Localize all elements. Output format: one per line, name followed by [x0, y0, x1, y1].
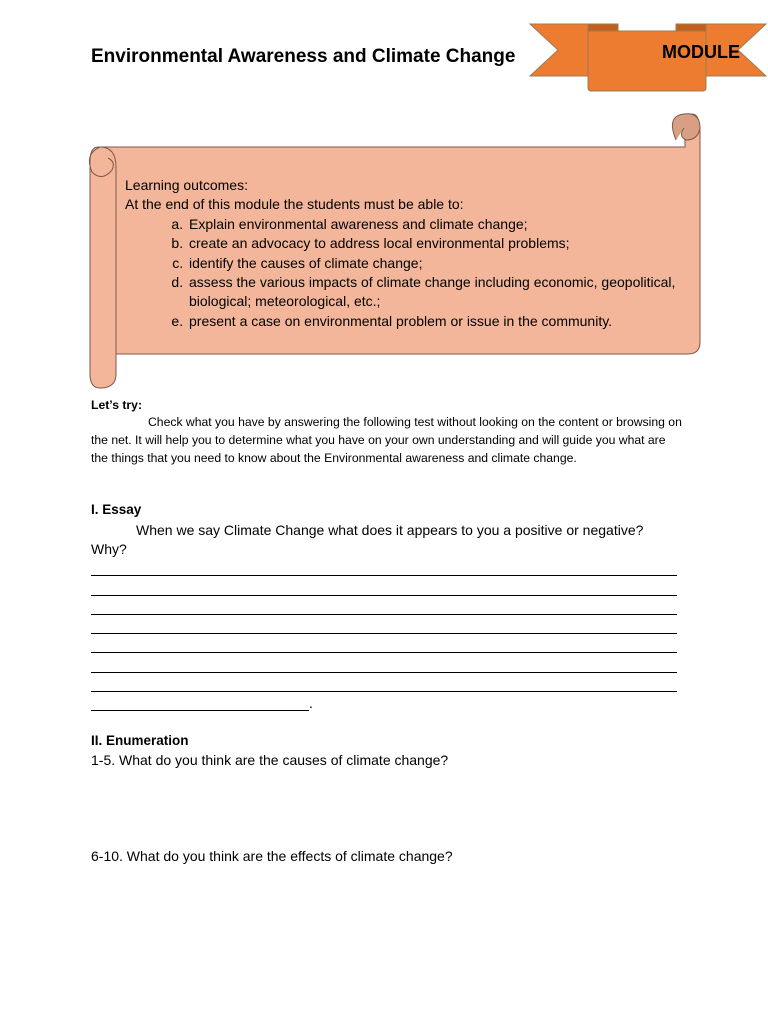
enumeration-heading: II. Enumeration — [91, 733, 189, 748]
answer-line[interactable] — [91, 710, 309, 711]
answer-end-mark: . — [309, 695, 313, 711]
module-label: MODULE — [662, 42, 740, 62]
outcomes-heading: Learning outcomes: — [125, 177, 248, 193]
enumeration-question: 6-10. What do you think are the effects of climate change? — [91, 848, 453, 864]
scroll-right-curl — [672, 114, 700, 140]
outcomes-list — [125, 215, 685, 331]
answer-line[interactable] — [91, 614, 677, 615]
essay-question: When we say Climate Change what does it appears to you a positive or negative? Why? — [91, 522, 644, 557]
outcomes-intro: At the end of this module the students must be able to: — [125, 196, 464, 213]
scroll-left-roll — [90, 147, 116, 388]
outcome-item: c. identify the causes of climate change; — [187, 254, 685, 273]
essay-heading: I. Essay — [91, 502, 142, 517]
answer-line[interactable] — [91, 652, 677, 653]
answer-line[interactable] — [91, 672, 677, 673]
answer-line[interactable] — [91, 691, 677, 692]
outcome-item: b. create an advocacy to address local environmental problems; — [187, 234, 685, 253]
outcome-item: a. Explain environmental awareness and climate change; — [187, 215, 685, 234]
outcome-item: d. assess the various impacts of climate change including economic, geopolitical, biological; meteorological, etc.; — [187, 273, 685, 312]
answer-line[interactable] — [91, 575, 677, 576]
answer-line[interactable] — [91, 633, 677, 634]
outcome-item: e. present a case on environmental problem or issue in the community. — [187, 312, 685, 331]
banner-left-fold — [588, 24, 618, 31]
answer-line[interactable] — [91, 595, 677, 596]
learning-outcomes — [125, 176, 685, 331]
lets-try-heading: Let’s try: — [91, 398, 143, 412]
enumeration-question: 1-5. What do you think are the causes of climate change? — [91, 752, 449, 768]
banner-right-fold — [676, 24, 706, 31]
page-title: Environmental Awareness and Climate Change — [91, 46, 516, 67]
lets-try-text: Check what you have by answering the following test without looking on the content or browsing on the net. It will help you to determine what you have on your own understanding and will guide you what are the things that you need to know about the Environmental awareness and climate change. — [91, 415, 682, 465]
